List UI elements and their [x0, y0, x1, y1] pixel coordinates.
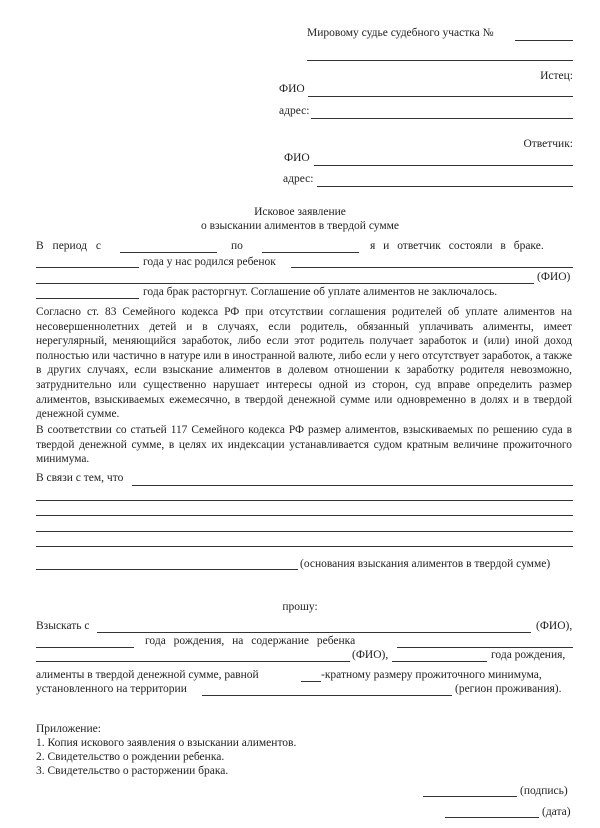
territory-label: установленного на территории	[36, 683, 187, 695]
defendant-fio-label: ФИО	[284, 152, 310, 164]
defendant-collect-fio-field[interactable]	[97, 632, 531, 633]
child-birth-year-field-2[interactable]	[392, 661, 487, 662]
defendant-birth-year-field[interactable]	[36, 647, 134, 648]
grounds-field-5[interactable]	[36, 546, 573, 547]
child-fio-caption-2: (ФИО),	[352, 649, 389, 661]
attachments-heading: Приложение:	[36, 723, 101, 735]
defendant-address-label: адрес:	[283, 173, 314, 185]
plaintiff-label: Истец:	[540, 70, 573, 82]
attachment-item: 3. Свидетельство о расторжении брака.	[36, 765, 229, 777]
child-birth-year-text: года рождения,	[491, 649, 566, 661]
divorce-year-field[interactable]	[36, 298, 139, 299]
date-field[interactable]	[445, 817, 539, 818]
grounds-label: В связи с тем, что	[36, 472, 124, 484]
grounds-field-2[interactable]	[36, 500, 573, 501]
plaintiff-fio-field[interactable]	[308, 96, 573, 97]
defendant-address-field[interactable]	[317, 186, 573, 187]
child-fio-caption: (ФИО)	[537, 271, 571, 283]
region-field[interactable]	[202, 695, 452, 696]
divorce-text: года брак расторгнут. Соглашение об уплате алиментов не заключалось.	[143, 286, 498, 298]
date-caption: (дата)	[542, 806, 571, 818]
grounds-field-3[interactable]	[36, 515, 573, 516]
period-to-label: по	[231, 240, 243, 252]
plaintiff-address-field[interactable]	[311, 118, 573, 119]
defendant-label: Ответчик:	[523, 138, 573, 150]
legal-paragraph-art83: Согласно ст. 83 Семейного кодекса РФ при отсутствии соглашения родителей об уплате алиментов на несовершеннолетних детей и в случаях, если родитель, обязанный уплачивать алименты, имеет нерегулярный, меняющийся заработок, либо если этот родитель получает заработок и (или) иной доход полностью или частично в натуре или в иностранной валюте, либо если у него отсутствует заработок, а также в других случаях, если взыскание алиментов в долевом отношении к заработку родителя невозможно, затруднительно или существенно нарушает интересы одной из сторон, суд вправе определить размер алиментов, взыскиваемых ежемесячно, в твердой денежной сумме или одновременно в долях и в твердой денежной сумме.	[36, 306, 572, 421]
child-name-field-continued[interactable]	[36, 283, 534, 284]
period-label: В период с	[36, 240, 101, 252]
child-birth-year-field[interactable]	[36, 267, 139, 268]
alimony-suffix-text: -кратному размеру прожиточного минимума,	[321, 669, 542, 681]
signature-caption: (подпись)	[520, 785, 568, 797]
grounds-field-4[interactable]	[36, 531, 573, 532]
request-heading: прошу:	[282, 601, 318, 613]
document-title: Исковое заявление	[254, 206, 346, 218]
grounds-caption: (основания взыскания алиментов в твердой сумме)	[300, 558, 551, 570]
addressee-label: Мировому судье судебного участка №	[307, 27, 494, 39]
signature-field[interactable]	[423, 796, 517, 797]
plaintiff-address-label: адрес:	[279, 105, 310, 117]
grounds-field-6[interactable]	[36, 569, 298, 570]
alimony-multiplier-field[interactable]	[301, 681, 321, 682]
birth-year-support-text: года рождения, на содержание ребенка	[145, 635, 356, 647]
child-support-name-field-continued[interactable]	[36, 661, 350, 662]
defendant-fio-caption: (ФИО),	[536, 620, 573, 632]
period-end-field[interactable]	[262, 252, 359, 253]
attachment-item: 1. Копия искового заявления о взыскании алиментов.	[36, 737, 297, 749]
grounds-field-1[interactable]	[132, 485, 573, 486]
alimony-prefix-text: алименты в твердой денежной сумме, равной	[36, 669, 259, 681]
court-number-field[interactable]	[515, 40, 573, 41]
document-subtitle: о взыскании алиментов в твердой сумме	[200, 220, 400, 232]
plaintiff-fio-label: ФИО	[279, 83, 305, 95]
child-support-name-field[interactable]	[397, 647, 573, 648]
period-start-field[interactable]	[120, 252, 217, 253]
region-caption: (регион проживания).	[455, 683, 562, 695]
marriage-text: я и ответчик состояли в браке.	[370, 240, 544, 252]
attachment-item: 2. Свидетельство о рождении ребенка.	[36, 751, 225, 763]
collect-from-label: Взыскать с	[36, 620, 90, 632]
court-name-field[interactable]	[307, 60, 573, 61]
defendant-fio-field[interactable]	[314, 165, 573, 166]
legal-paragraph-art117: В соответствии со статьей 117 Семейного кодекса РФ размер алиментов, взыскиваемых по решению суда в твердой денежной сумме, в целях их индексации устанавливается судом кратным величине прожиточного минимума.	[36, 424, 572, 466]
child-name-field[interactable]	[291, 267, 573, 268]
child-born-text: года у нас родился ребенок	[143, 256, 276, 268]
